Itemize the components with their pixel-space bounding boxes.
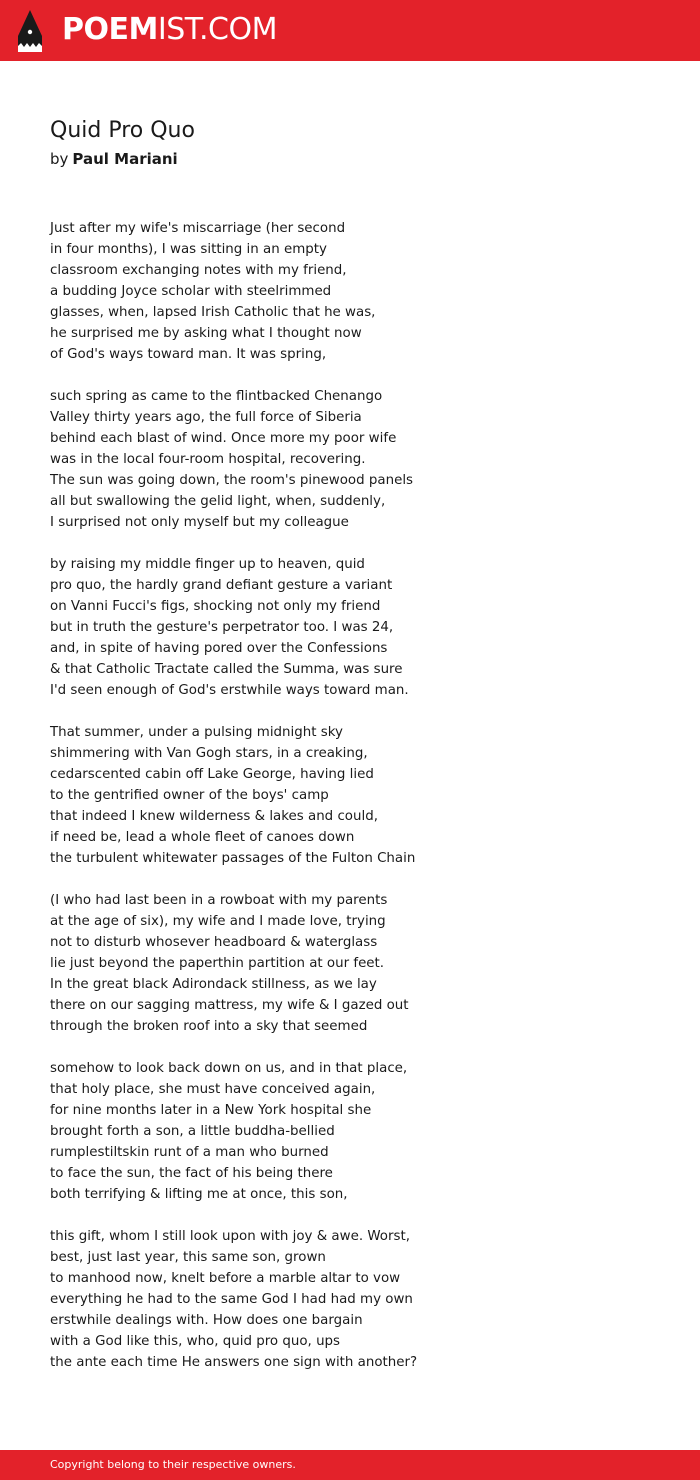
poem-line: he surprised me by asking what I thought now — [50, 326, 362, 341]
poem-line: all but swallowing the gelid light, when, suddenly, — [50, 494, 386, 509]
poem-line: classroom exchanging notes with my friend, — [50, 263, 347, 278]
poem-line: on Vanni Fucci's figs, shocking not only my friend — [50, 599, 381, 614]
poem-line: for nine months later in a New York hospital she — [50, 1103, 372, 1118]
site-footer — [0, 1450, 700, 1480]
poem-line: such spring as came to the flintbacked Chenango — [50, 389, 383, 404]
poem-stanza — [50, 890, 670, 1037]
poem-line: glasses, when, lapsed Irish Catholic that he was, — [50, 305, 376, 320]
poem-line: of God's ways toward man. It was spring, — [50, 347, 327, 362]
poem-byline — [50, 149, 178, 169]
author-name[interactable]: Paul Mariani — [72, 150, 178, 168]
poem-line: but in truth the gesture's perpetrator too. I was 24, — [50, 620, 394, 635]
poem-stanza — [50, 1058, 670, 1205]
poem-line: was in the local four-room hospital, recovering. — [50, 452, 366, 467]
poem-stanza — [50, 218, 670, 365]
poem-line: That summer, under a pulsing midnight sky — [50, 725, 343, 740]
poem-line: that indeed I knew wilderness & lakes and could, — [50, 809, 378, 824]
poem-line: pro quo, the hardly grand defiant gesture a variant — [50, 578, 393, 593]
poem-line: & that Catholic Tractate called the Summa, was sure — [50, 662, 403, 677]
copyright-text: Copyright belong to their respective owners. — [50, 1458, 296, 1471]
site-logo[interactable] — [62, 12, 277, 48]
poem-line: everything he had to the same God I had had my own — [50, 1292, 413, 1307]
poem-line: In the great black Adirondack stillness, as we lay — [50, 977, 377, 992]
poem-line: there on our sagging mattress, my wife & I gazed out — [50, 998, 409, 1013]
poem-line: (I who had last been in a rowboat with my parents — [50, 893, 388, 908]
pen-nib-icon[interactable] — [18, 10, 42, 52]
poem-line: behind each blast of wind. Once more my poor wife — [50, 431, 397, 446]
poem-line: not to disturb whosever headboard & waterglass — [50, 935, 378, 950]
poem-line: to face the sun, the fact of his being there — [50, 1166, 333, 1181]
poem-line: with a God like this, who, quid pro quo, ups — [50, 1334, 341, 1349]
poem-title: Quid Pro Quo — [50, 118, 195, 143]
poem-line: somehow to look back down on us, and in that place, — [50, 1061, 408, 1076]
poem-body — [50, 218, 670, 1394]
poem-line: by raising my middle finger up to heaven, quid — [50, 557, 365, 572]
poem-line: brought forth a son, a little buddha-bellied — [50, 1124, 335, 1139]
poem-stanza — [50, 554, 670, 701]
poem-line: at the age of six), my wife and I made love, trying — [50, 914, 386, 929]
poem-line: this gift, whom I still look upon with joy & awe. Worst, — [50, 1229, 410, 1244]
logo-text-bold: POEM — [62, 12, 158, 47]
poem-line: Valley thirty years ago, the full force of Siberia — [50, 410, 362, 425]
poem-line: that holy place, she must have conceived again, — [50, 1082, 376, 1097]
poem-line: shimmering with Van Gogh stars, in a creaking, — [50, 746, 368, 761]
poem-stanza — [50, 1226, 670, 1373]
poem-line: lie just beyond the paperthin partition at our feet. — [50, 956, 385, 971]
poem-line: cedarscented cabin off Lake George, having lied — [50, 767, 374, 782]
poem-line: to manhood now, knelt before a marble altar to vow — [50, 1271, 401, 1286]
poem-line: the turbulent whitewater passages of the Fulton Chain — [50, 851, 416, 866]
poem-line: Just after my wife's miscarriage (her second — [50, 221, 346, 236]
logo-text-light: IST.COM — [157, 12, 277, 47]
poem-line: best, just last year, this same son, grown — [50, 1250, 326, 1265]
poem-line: rumplestiltskin runt of a man who burned — [50, 1145, 329, 1160]
poem-stanza — [50, 386, 670, 533]
poem-line: I'd seen enough of God's erstwhile ways toward man. — [50, 683, 409, 698]
site-header — [0, 0, 700, 61]
poem-line: I surprised not only myself but my colleague — [50, 515, 349, 530]
by-label: by — [50, 150, 69, 168]
poem-stanza — [50, 722, 670, 869]
poem-line: to the gentrified owner of the boys' camp — [50, 788, 329, 803]
poem-line: in four months), I was sitting in an empty — [50, 242, 327, 257]
poem-line: a budding Joyce scholar with steelrimmed — [50, 284, 332, 299]
poem-line: The sun was going down, the room's pinewood panels — [50, 473, 414, 488]
poem-line: through the broken roof into a sky that seemed — [50, 1019, 368, 1034]
poem-line: if need be, lead a whole fleet of canoes down — [50, 830, 355, 845]
poem-line: and, in spite of having pored over the Confessions — [50, 641, 388, 656]
poem-line: the ante each time He answers one sign with another? — [50, 1355, 418, 1370]
poem-line: erstwhile dealings with. How does one bargain — [50, 1313, 363, 1328]
poem-line: both terrifying & lifting me at once, this son, — [50, 1187, 348, 1202]
